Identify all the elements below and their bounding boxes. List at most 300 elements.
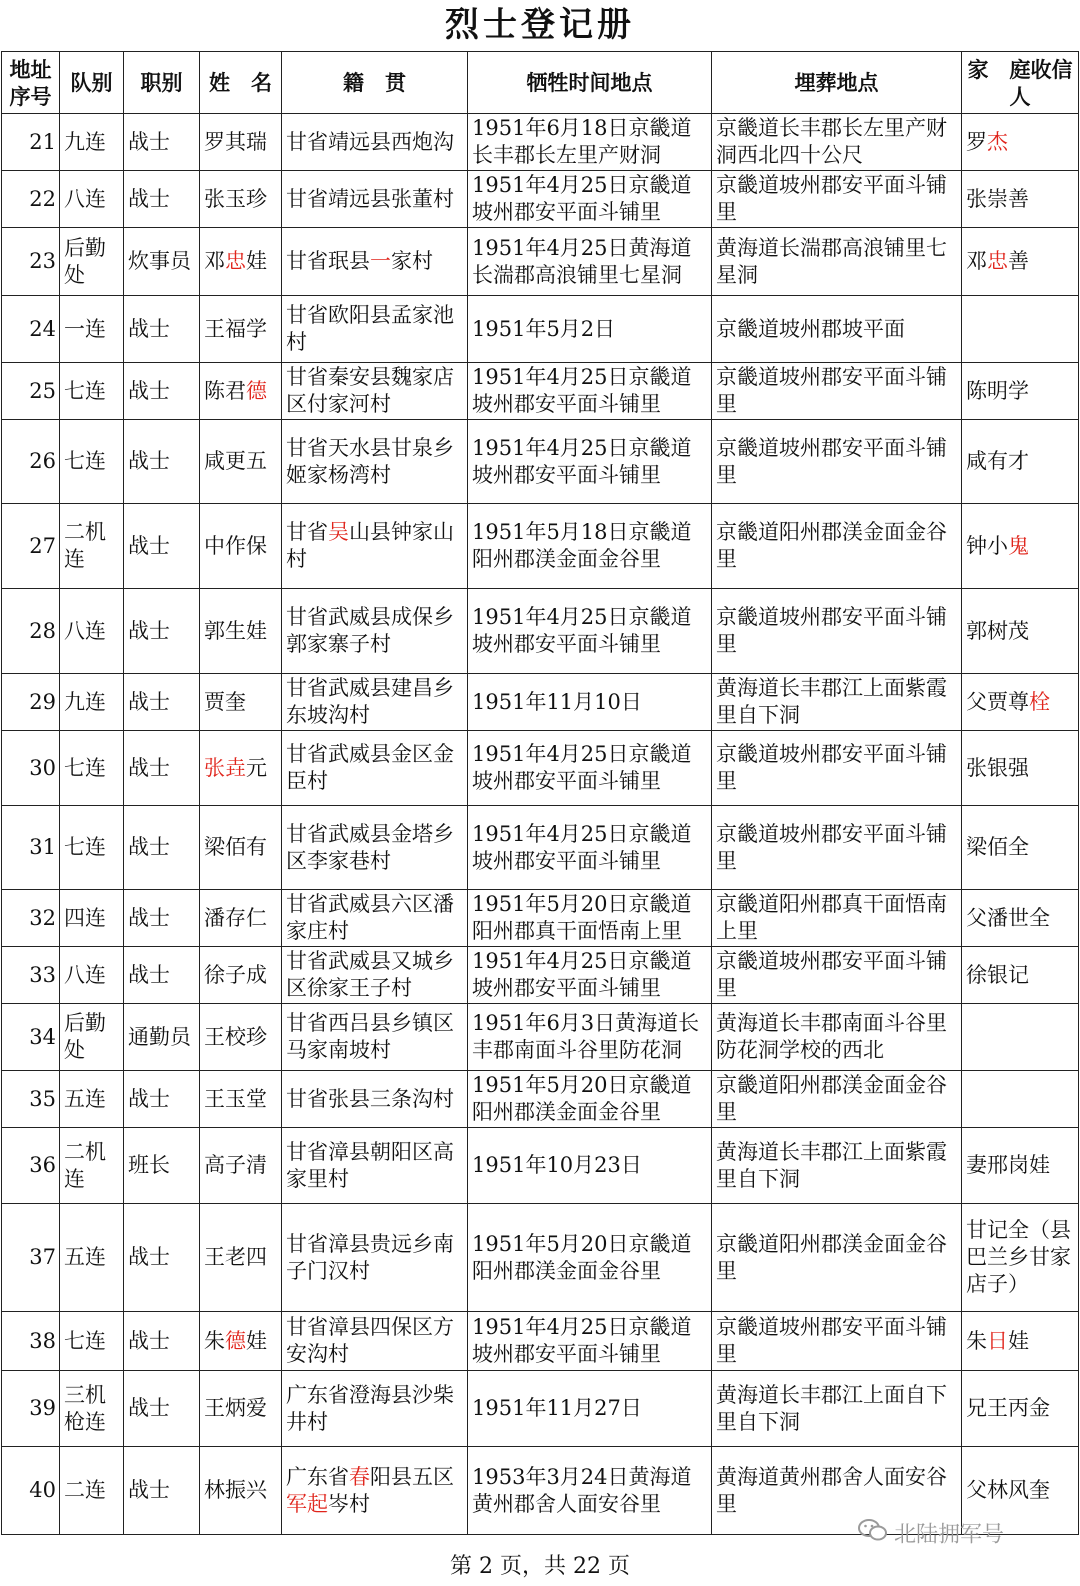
role-cell: 战士	[124, 589, 200, 674]
origin-cell	[282, 114, 468, 171]
table-row	[2, 1128, 1079, 1204]
contact-cell	[962, 1128, 1079, 1204]
cell-text: 1951年4月25日黄海道长湍郡高浪铺里七星洞	[472, 235, 692, 287]
header-no: 地址序号	[2, 52, 60, 114]
cell-text: 元	[246, 755, 267, 780]
cell-text: 高子清	[204, 1153, 267, 1177]
unit-cell: 九连	[60, 114, 124, 171]
highlighted-text: 德	[225, 1328, 246, 1353]
cell-text: 黄海道黄州郡舍人面安谷里	[716, 1464, 947, 1516]
highlighted-text: 忠	[987, 249, 1008, 273]
highlighted-text: 杰	[987, 129, 1008, 154]
header-death: 牺牲时间地点	[468, 52, 712, 114]
cell-text: 张玉珍	[204, 186, 267, 211]
unit-cell: 三机枪连	[60, 1371, 124, 1447]
role-cell: 战士	[124, 1204, 200, 1312]
cell-text: 甘省武威县建昌乡东坡沟村	[286, 676, 454, 727]
death-cell	[468, 1004, 712, 1071]
unit-cell: 二机连	[60, 1128, 124, 1204]
origin-cell	[282, 674, 468, 731]
cell-text: 广东省澄海县沙柴井村	[286, 1382, 454, 1434]
cell-text: 甘省漳县四保区方安沟村	[286, 1315, 454, 1366]
cell-text: 张崇善	[966, 186, 1029, 211]
cell-text: 张银强	[966, 755, 1029, 780]
burial-cell	[712, 806, 962, 890]
table-row	[2, 420, 1079, 504]
highlighted-text: 一	[370, 249, 391, 273]
name-cell	[200, 1128, 282, 1204]
cell-text: 妻邢岗娃	[966, 1153, 1050, 1177]
cell-text: 阳县五区	[370, 1464, 454, 1489]
death-cell	[468, 1447, 712, 1535]
cell-text: 钟小	[966, 533, 1008, 558]
cell-text: 1951年5月20日京畿道阳州郡真干面悟南上里	[472, 892, 692, 943]
table-row	[2, 890, 1079, 947]
cell-text: 甘省武威县金塔乡区李家巷村	[286, 821, 454, 873]
origin-cell	[282, 363, 468, 420]
cell-text: 梁佰有	[204, 835, 267, 859]
cell-text: 甘省天水县甘泉乡姬家杨湾村	[286, 435, 454, 487]
table-row	[2, 806, 1079, 890]
origin-cell	[282, 171, 468, 228]
name-cell	[200, 1447, 282, 1535]
burial-cell	[712, 1004, 962, 1071]
cell-text: 1951年11月10日	[472, 689, 642, 714]
cell-text: 黄海道长丰郡江上面自下里自下洞	[716, 1382, 947, 1434]
table-row	[2, 1204, 1079, 1312]
role-cell: 战士	[124, 420, 200, 504]
highlighted-text: 德	[246, 378, 267, 403]
contact-cell	[962, 1371, 1079, 1447]
burial-cell	[712, 1128, 962, 1204]
burial-cell	[712, 363, 962, 420]
origin-cell	[282, 589, 468, 674]
cell-text: 甘省张县三条沟村	[286, 1086, 454, 1111]
table-header-row	[2, 52, 1079, 114]
burial-cell	[712, 296, 962, 363]
cell-text: 王老四	[204, 1245, 267, 1269]
cell-text: 京畿道阳州郡真干面悟南上里	[716, 892, 947, 943]
table-row	[2, 1312, 1079, 1371]
role-cell: 班长	[124, 1128, 200, 1204]
cell-text: 1951年4月25日京畿道坡州郡安平面斗铺里	[472, 435, 692, 487]
cell-text: 京畿道长丰郡长左里产财洞西北四十公尺	[716, 116, 947, 167]
origin-cell	[282, 1128, 468, 1204]
contact-cell	[962, 947, 1079, 1004]
cell-text: 京畿道坡州郡安平面斗铺里	[716, 821, 947, 873]
table-row	[2, 171, 1079, 228]
cell-text: 甘省武威县金区金臣村	[286, 742, 454, 793]
cell-text: 甘省	[286, 520, 328, 544]
cell-text: 1951年4月25日京畿道坡州郡安平面斗铺里	[472, 821, 692, 873]
table-row	[2, 228, 1079, 296]
origin-cell	[282, 890, 468, 947]
cell-text: 京畿道阳州郡渼金面金谷里	[716, 520, 947, 571]
name-cell	[200, 1071, 282, 1128]
header-role: 职别	[124, 52, 200, 114]
cell-text: 中作保	[204, 533, 267, 558]
highlighted-text: 春	[349, 1464, 370, 1489]
role-cell: 战士	[124, 363, 200, 420]
cell-text: 朱	[204, 1328, 225, 1353]
table-body	[2, 114, 1079, 1535]
cell-text: 甘记全（县巴兰乡甘家店子）	[966, 1218, 1071, 1296]
cell-text: 林振兴	[204, 1478, 267, 1502]
contact-cell	[962, 114, 1079, 171]
unit-cell: 二连	[60, 1447, 124, 1535]
row-number: 35	[2, 1071, 60, 1128]
role-cell: 战士	[124, 1447, 200, 1535]
role-cell: 通勤员	[124, 1004, 200, 1071]
cell-text: 1951年4月25日京畿道坡州郡安平面斗铺里	[472, 742, 692, 793]
contact-cell	[962, 363, 1079, 420]
cell-text: 京畿道阳州郡渼金面金谷里	[716, 1073, 947, 1124]
cell-text: 王校珍	[204, 1024, 267, 1049]
highlighted-text: 忠	[225, 249, 246, 273]
unit-cell: 二机连	[60, 504, 124, 589]
cell-text: 潘存仁	[204, 905, 267, 930]
row-number: 36	[2, 1128, 60, 1204]
row-number: 28	[2, 589, 60, 674]
role-cell: 战士	[124, 890, 200, 947]
burial-cell	[712, 114, 962, 171]
role-cell: 战士	[124, 674, 200, 731]
unit-cell: 后勤处	[60, 228, 124, 296]
cell-text: 徐子成	[204, 962, 267, 987]
header-origin: 籍 贯	[282, 52, 468, 114]
cell-text: 陈君	[204, 378, 246, 403]
death-cell	[468, 363, 712, 420]
row-number: 23	[2, 228, 60, 296]
name-cell	[200, 589, 282, 674]
cell-text: 朱	[966, 1328, 987, 1353]
header-burial: 埋葬地点	[712, 52, 962, 114]
cell-text: 1951年4月25日京畿道坡州郡安平面斗铺里	[472, 1315, 692, 1366]
name-cell	[200, 674, 282, 731]
cell-text: 京畿道坡州郡安平面斗铺里	[716, 435, 947, 487]
cell-text: 王炳爱	[204, 1396, 267, 1420]
name-cell	[200, 504, 282, 589]
cell-text: 甘省武威县成保乡郭家寨子村	[286, 605, 454, 656]
death-cell	[468, 228, 712, 296]
role-cell: 战士	[124, 1371, 200, 1447]
cell-text: 甘省西吕县乡镇区马家南坡村	[286, 1011, 454, 1062]
contact-cell	[962, 731, 1079, 806]
burial-cell	[712, 1204, 962, 1312]
cell-text: 郭生娃	[204, 618, 267, 643]
cell-text: 父林风奎	[966, 1478, 1050, 1502]
table-row	[2, 1071, 1079, 1128]
cell-text: 陈明学	[966, 378, 1029, 403]
highlighted-text: 吴	[328, 520, 349, 544]
table-row	[2, 1371, 1079, 1447]
burial-cell	[712, 420, 962, 504]
burial-cell	[712, 1071, 962, 1128]
origin-cell	[282, 1004, 468, 1071]
cell-text: 广东省	[286, 1464, 349, 1489]
cell-text: 娃	[246, 249, 267, 273]
origin-cell	[282, 296, 468, 363]
unit-cell: 七连	[60, 363, 124, 420]
cell-text: 山县钟家山村	[286, 520, 454, 571]
row-number: 32	[2, 890, 60, 947]
wechat-icon	[858, 1518, 888, 1553]
cell-text: 邓	[204, 249, 225, 273]
contact-cell	[962, 1312, 1079, 1371]
watermark-text: 北陆拥军号	[894, 1522, 1005, 1548]
name-cell	[200, 171, 282, 228]
cell-text: 黄海道长丰郡江上面紫霞里自下洞	[716, 676, 947, 727]
death-cell	[468, 674, 712, 731]
table-row	[2, 363, 1079, 420]
cell-text: 家村	[391, 249, 433, 273]
death-cell	[468, 1128, 712, 1204]
highlighted-text: 张垚	[204, 755, 246, 780]
page-title: 烈士登记册	[445, 5, 635, 45]
cell-text: 甘省靖远县西炮沟	[286, 129, 454, 154]
death-cell	[468, 806, 712, 890]
table-row	[2, 296, 1079, 363]
cell-text: 兄王丙金	[966, 1396, 1050, 1420]
cell-text: 1951年10月23日	[472, 1153, 642, 1177]
role-cell: 战士	[124, 947, 200, 1004]
death-cell	[468, 1204, 712, 1312]
origin-cell	[282, 1071, 468, 1128]
death-cell	[468, 420, 712, 504]
cell-text: 甘省欧阳县孟家池村	[286, 303, 454, 354]
cell-text: 1951年11月27日	[472, 1396, 642, 1420]
row-number: 24	[2, 296, 60, 363]
cell-text: 甘省武威县六区潘家庄村	[286, 892, 454, 943]
name-cell	[200, 296, 282, 363]
death-cell	[468, 890, 712, 947]
role-cell: 战士	[124, 114, 200, 171]
cell-text: 黄海道长丰郡江上面紫霞里自下洞	[716, 1139, 947, 1191]
origin-cell	[282, 1447, 468, 1535]
cell-text: 京畿道坡州郡安平面斗铺里	[716, 365, 947, 416]
cell-text: 罗	[966, 129, 987, 154]
death-cell	[468, 731, 712, 806]
cell-text: 1953年3月24日黄海道黄州郡舍人面安谷里	[472, 1464, 692, 1516]
burial-cell	[712, 504, 962, 589]
row-number: 22	[2, 171, 60, 228]
cell-text: 甘省漳县朝阳区高家里村	[286, 1139, 454, 1191]
cell-text: 甘省秦安县魏家店区付家河村	[286, 365, 454, 416]
row-number: 40	[2, 1447, 60, 1535]
row-number: 27	[2, 504, 60, 589]
death-cell	[468, 1071, 712, 1128]
cell-text: 1951年4月25日京畿道坡州郡安平面斗铺里	[472, 949, 692, 1000]
unit-cell: 八连	[60, 171, 124, 228]
martyrs-register-table	[1, 51, 1079, 1535]
cell-text: 岑村	[328, 1491, 370, 1516]
role-cell: 战士	[124, 1071, 200, 1128]
name-cell	[200, 363, 282, 420]
origin-cell	[282, 806, 468, 890]
unit-cell: 八连	[60, 589, 124, 674]
row-number: 30	[2, 731, 60, 806]
burial-cell	[712, 947, 962, 1004]
cell-text: 甘省武威县又城乡区徐家王子村	[286, 949, 454, 1000]
cell-text: 京畿道坡州郡安平面斗铺里	[716, 742, 947, 793]
role-cell: 战士	[124, 296, 200, 363]
cell-text: 1951年4月25日京畿道坡州郡安平面斗铺里	[472, 605, 692, 656]
origin-cell	[282, 1204, 468, 1312]
contact-cell	[962, 420, 1079, 504]
burial-cell	[712, 1371, 962, 1447]
table-row	[2, 504, 1079, 589]
unit-cell: 四连	[60, 890, 124, 947]
death-cell	[468, 1371, 712, 1447]
unit-cell: 后勤处	[60, 1004, 124, 1071]
row-number: 25	[2, 363, 60, 420]
contact-cell	[962, 1204, 1079, 1312]
cell-text: 京畿道阳州郡渼金面金谷里	[716, 1231, 947, 1283]
table-row	[2, 589, 1079, 674]
name-cell	[200, 420, 282, 504]
contact-cell	[962, 674, 1079, 731]
contact-cell	[962, 589, 1079, 674]
cell-text: 邓	[966, 249, 987, 273]
cell-text: 咸更五	[204, 449, 267, 473]
cell-text: 京畿道坡州郡安平面斗铺里	[716, 1315, 947, 1366]
cell-text: 咸有才	[966, 449, 1029, 473]
origin-cell	[282, 420, 468, 504]
role-cell: 战士	[124, 504, 200, 589]
burial-cell	[712, 731, 962, 806]
cell-text: 父贾尊	[966, 689, 1029, 714]
highlighted-text: 栓	[1029, 689, 1050, 714]
header-contact: 家 庭收信人	[962, 52, 1079, 114]
contact-cell	[962, 1004, 1079, 1071]
origin-cell	[282, 947, 468, 1004]
cell-text: 王玉堂	[204, 1086, 267, 1111]
cell-text: 王福学	[204, 316, 267, 341]
name-cell	[200, 947, 282, 1004]
role-cell: 炊事员	[124, 228, 200, 296]
origin-cell	[282, 504, 468, 589]
contact-cell	[962, 806, 1079, 890]
burial-cell	[712, 1312, 962, 1371]
cell-text: 徐银记	[966, 962, 1029, 987]
unit-cell: 八连	[60, 947, 124, 1004]
name-cell	[200, 890, 282, 947]
cell-text: 梁佰全	[966, 835, 1029, 859]
cell-text: 1951年4月25日京畿道坡州郡安平面斗铺里	[472, 173, 692, 224]
burial-cell	[712, 589, 962, 674]
unit-cell: 五连	[60, 1071, 124, 1128]
cell-text: 善	[1008, 249, 1029, 273]
row-number: 34	[2, 1004, 60, 1071]
row-number: 39	[2, 1371, 60, 1447]
contact-cell	[962, 1071, 1079, 1128]
name-cell	[200, 1204, 282, 1312]
header-name: 姓 名	[200, 52, 282, 114]
table-row	[2, 674, 1079, 731]
name-cell	[200, 1312, 282, 1371]
unit-cell: 七连	[60, 1312, 124, 1371]
name-cell	[200, 1371, 282, 1447]
row-number: 33	[2, 947, 60, 1004]
unit-cell: 七连	[60, 731, 124, 806]
name-cell	[200, 1004, 282, 1071]
cell-text: 甘省靖远县张董村	[286, 186, 454, 211]
cell-text: 1951年6月18日京畿道长丰郡长左里产财洞	[472, 116, 692, 167]
cell-text: 贾奎	[204, 689, 246, 714]
contact-cell	[962, 890, 1079, 947]
role-cell: 战士	[124, 731, 200, 806]
cell-text: 黄海道长丰郡南面斗谷里防花洞学校的西北	[716, 1011, 947, 1062]
origin-cell	[282, 228, 468, 296]
row-number: 29	[2, 674, 60, 731]
cell-text: 1951年5月18日京畿道阳州郡渼金面金谷里	[472, 520, 692, 571]
cell-text: 罗其瑞	[204, 129, 267, 154]
contact-cell	[962, 171, 1079, 228]
cell-text: 黄海道长湍郡高浪铺里七星洞	[716, 235, 947, 287]
name-cell	[200, 806, 282, 890]
role-cell: 战士	[124, 171, 200, 228]
cell-text: 娃	[1008, 1328, 1029, 1353]
contact-cell	[962, 296, 1079, 363]
death-cell	[468, 504, 712, 589]
unit-cell: 七连	[60, 420, 124, 504]
name-cell	[200, 731, 282, 806]
table-row	[2, 114, 1079, 171]
table-row	[2, 947, 1079, 1004]
role-cell: 战士	[124, 1312, 200, 1371]
burial-cell	[712, 171, 962, 228]
origin-cell	[282, 1312, 468, 1371]
cell-text: 京畿道坡州郡安平面斗铺里	[716, 605, 947, 656]
burial-cell	[712, 228, 962, 296]
contact-cell	[962, 504, 1079, 589]
cell-text: 1951年5月20日京畿道阳州郡渼金面金谷里	[472, 1231, 692, 1283]
row-number: 38	[2, 1312, 60, 1371]
death-cell	[468, 171, 712, 228]
row-number: 37	[2, 1204, 60, 1312]
death-cell	[468, 296, 712, 363]
highlighted-text: 军起	[286, 1491, 328, 1516]
death-cell	[468, 589, 712, 674]
row-number: 21	[2, 114, 60, 171]
origin-cell	[282, 1371, 468, 1447]
cell-text: 甘省漳县贵远乡南子门汉村	[286, 1231, 454, 1283]
cell-text: 1951年4月25日京畿道坡州郡安平面斗铺里	[472, 365, 692, 416]
header-unit: 队别	[60, 52, 124, 114]
cell-text: 京畿道坡州郡安平面斗铺里	[716, 173, 947, 224]
table-row	[2, 1004, 1079, 1071]
cell-text: 京畿道坡州郡坡平面	[716, 316, 905, 341]
row-number: 26	[2, 420, 60, 504]
cell-text: 1951年5月2日	[472, 316, 616, 341]
role-cell: 战士	[124, 806, 200, 890]
cell-text: 京畿道坡州郡安平面斗铺里	[716, 949, 947, 1000]
death-cell	[468, 114, 712, 171]
name-cell	[200, 228, 282, 296]
origin-cell	[282, 731, 468, 806]
death-cell	[468, 947, 712, 1004]
unit-cell: 一连	[60, 296, 124, 363]
cell-text: 甘省珉县	[286, 249, 370, 273]
cell-text: 1951年6月3日黄海道长丰郡南面斗谷里防花洞	[472, 1011, 700, 1062]
unit-cell: 五连	[60, 1204, 124, 1312]
name-cell	[200, 114, 282, 171]
burial-cell	[712, 890, 962, 947]
unit-cell: 七连	[60, 806, 124, 890]
contact-cell	[962, 228, 1079, 296]
watermark	[858, 1518, 1004, 1552]
table-row	[2, 731, 1079, 806]
